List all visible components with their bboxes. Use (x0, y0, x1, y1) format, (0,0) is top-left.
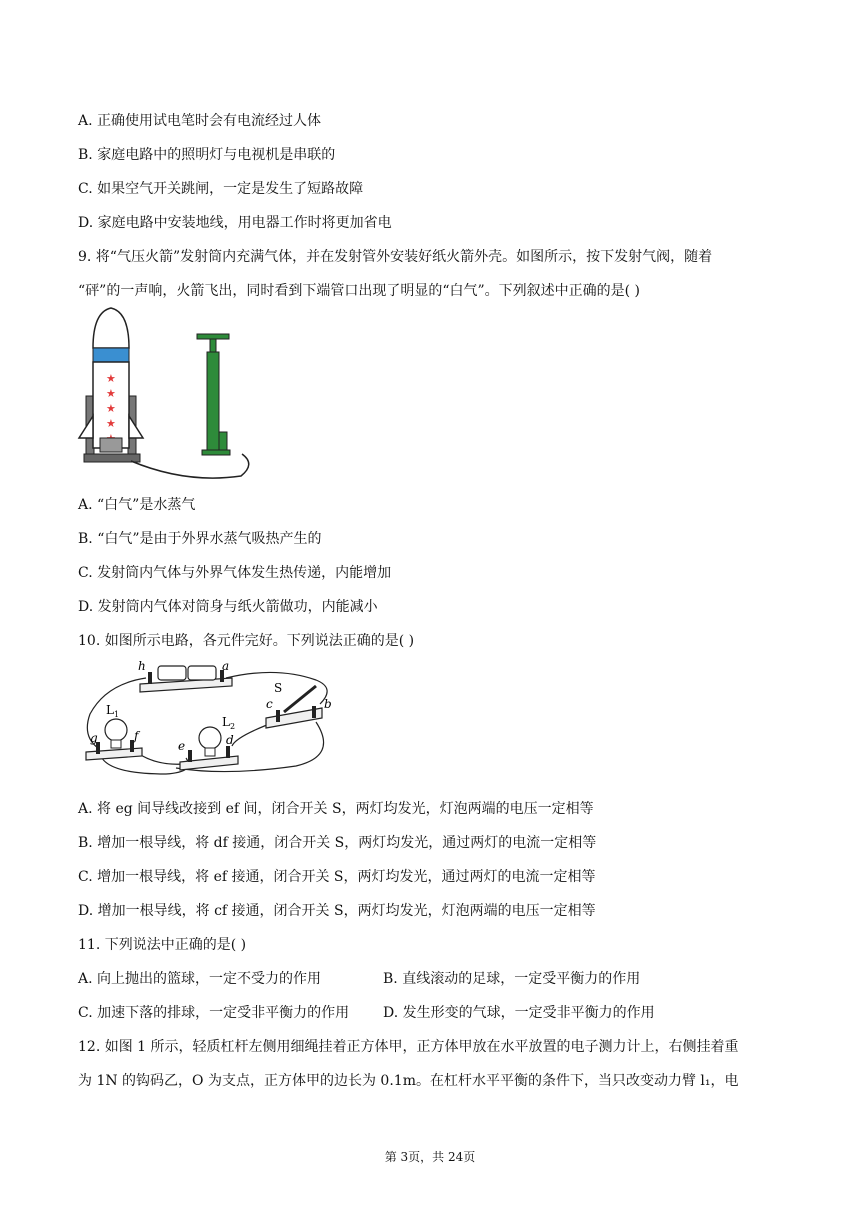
q9-stem-line1: 9. 将“气压火箭”发射筒内充满气体，并在发射管外安装好纸火箭外壳。如图所示，按下发射气阀，随着 (78, 249, 713, 265)
terminal (188, 750, 192, 762)
terminal (148, 672, 152, 684)
battery-cell (158, 666, 186, 680)
q10-option-d: D. 增加一根导线，将 cf 接通，闭合开关 S，两灯均发光，灯泡两端的电压一定相等 (78, 903, 596, 919)
rocket-blue-band (93, 348, 129, 362)
circuit-figure (76, 656, 346, 778)
lamp1-bulb (105, 719, 127, 741)
label-S: S (274, 681, 283, 695)
label-a: a (222, 659, 230, 673)
q9-stem-line2: “砰”的一声响，火箭飞出，同时看到下端管口出现了明显的“白气”。下列叙述中正确的是( ) (78, 283, 641, 299)
rocket-star: ★ (106, 417, 116, 430)
label-e: e (178, 739, 186, 753)
q8-option-b: B. 家庭电路中的照明灯与电视机是串联的 (78, 147, 336, 163)
q11-option-d: D. 发生形变的气球，一定受非平衡力的作用 (383, 1005, 655, 1021)
pump-barrel (207, 352, 219, 450)
pump-side-tube (219, 432, 227, 450)
label-g: g (90, 731, 98, 745)
pump-rod (210, 339, 216, 353)
q9-option-d: D. 发射筒内气体对筒身与纸火箭做功，内能减小 (78, 599, 378, 615)
rocket-star: ★ (106, 387, 116, 400)
q10-option-b: B. 增加一根导线，将 df 接通，闭合开关 S，两灯均发光，通过两灯的电流一定相等 (78, 835, 597, 851)
rocket-nose (93, 308, 129, 348)
q11-option-c: C. 加速下落的排球，一定受非平衡力的作用 (78, 1005, 350, 1021)
label-f: f (134, 729, 139, 743)
launch-tube (100, 438, 122, 452)
rocket-star: ★ (106, 372, 116, 385)
terminal (312, 706, 316, 718)
q8-option-d: D. 家庭电路中安装地线，用电器工作时将更加省电 (78, 215, 392, 231)
q8-option-c: C. 如果空气开关跳闸，一定是发生了短路故障 (78, 181, 364, 197)
pump-hose (131, 454, 249, 478)
battery-board (140, 678, 232, 692)
q9-option-b: B. “白气”是由于外界水蒸气吸热产生的 (78, 531, 322, 547)
q11-option-a: A. 向上抛出的篮球，一定不受力的作用 (78, 971, 322, 987)
terminal (276, 710, 280, 722)
rocket-pump-figure (76, 306, 256, 486)
lamp2-bulb (199, 727, 221, 749)
q11-stem: 11. 下列说法中正确的是( ) (78, 937, 247, 953)
label-b: b (324, 697, 332, 711)
label-c: c (266, 697, 273, 711)
q8-option-a: A. 正确使用试电笔时会有电流经过人体 (78, 113, 322, 129)
wire (136, 752, 184, 764)
rocket-star: ★ (106, 402, 116, 415)
q10-option-a: A. 将 eg 间导线改接到 ef 间，闭合开关 S，两灯均发光，灯泡两端的电压一定相等 (78, 801, 594, 817)
lamp2-base (205, 748, 215, 756)
q12-stem-line2: 为 1N 的钩码乙，O 为支点，正方体甲的边长为 0.1m。在杠杆水平平衡的条件下，当只改变动力臂 l₁，电 (78, 1073, 739, 1089)
q10-option-c: C. 增加一根导线，将 ef 接通，闭合开关 S，两灯均发光，通过两灯的电流一定相等 (78, 869, 596, 885)
switch-lever (284, 686, 316, 712)
q12-stem-line1: 12. 如图 1 所示，轻质杠杆左侧用细绳挂着正方体甲，正方体甲放在水平放置的电子测力计上，右侧挂着重 (78, 1039, 739, 1055)
q11-option-b: B. 直线滚动的足球，一定受平衡力的作用 (383, 971, 641, 987)
label-d: d (226, 733, 234, 747)
pump-handle (197, 334, 229, 339)
q9-option-a: A. “白气”是水蒸气 (78, 497, 196, 513)
page-footer: 第 3页，共 24页 (384, 1150, 476, 1164)
terminal (226, 746, 230, 758)
label-L1: $L_1$ (106, 703, 120, 719)
q10-stem: 10. 如图所示电路，各元件完好。下列说法正确的是( ) (78, 633, 415, 649)
lamp1-base (111, 740, 121, 748)
battery-cell (188, 666, 216, 680)
label-L2: $L_2$ (222, 715, 236, 731)
q9-option-c: C. 发射筒内气体与外界气体发生热传递，内能增加 (78, 565, 392, 581)
pump-foot (202, 450, 230, 455)
label-h: h (138, 659, 146, 673)
